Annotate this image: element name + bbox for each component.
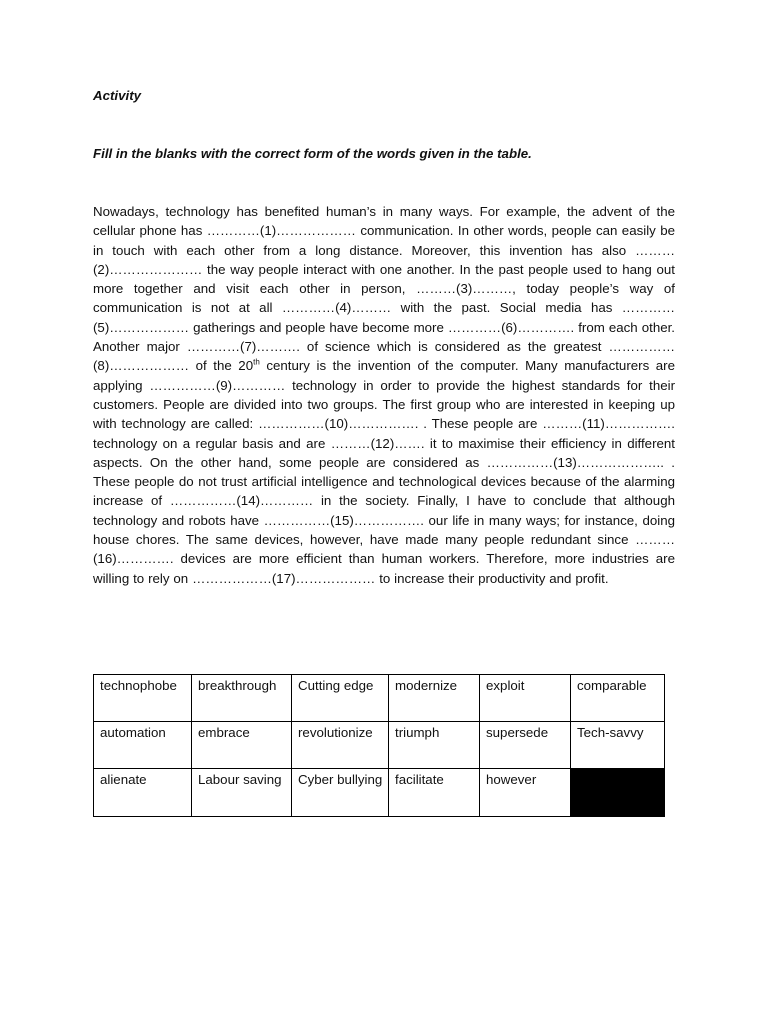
activity-title: Activity — [93, 88, 142, 103]
table-cell: Cyber bullying — [292, 769, 389, 817]
table-row — [94, 769, 665, 817]
table-cell: exploit — [480, 675, 571, 722]
table-cell: automation — [94, 722, 192, 769]
table-cell: embrace — [192, 722, 292, 769]
table-cell: breakthrough — [192, 675, 292, 722]
passage-text — [93, 202, 675, 588]
table-cell: supersede — [480, 722, 571, 769]
table-cell: facilitate — [389, 769, 480, 817]
table-cell: however — [480, 769, 571, 817]
table-cell: technophobe — [94, 675, 192, 722]
passage-part-2: century is the invention of the computer. Many manufacturers are applying ……………(9)………… technology in order to provide the highest standards for their customers. People are divided into two groups. The first group who are interested in keeping up with technology are called: ……………(10)……………. . These people are ………(11)……………. technology on a regular basis and are ………(12)……. it to maximise their efficiency in different aspects. On the other hand, some people are considered as ……………(13)……………….. . These people do not trust artificial intelligence and technological devices because of the alarming increase of ……………(14)………… in the society. Finally, I have to conclude that although technology and robots have ……………(15)……………. our life in many ways; for instance, doing house chores. The same devices, however, have made many people redundant since ………(16)…………. devices are more efficient than human workers. Therefore, more industries are willing to rely on ………………(17)……………… to increase their productivity and profit. — [93, 358, 675, 586]
passage-superscript: th — [253, 357, 260, 367]
word-table — [93, 674, 665, 817]
table-cell: comparable — [571, 675, 665, 722]
table-cell: revolutionize — [292, 722, 389, 769]
table-row — [94, 675, 665, 722]
filled-black-cell — [571, 769, 665, 817]
table-cell: Labour saving — [192, 769, 292, 817]
table-cell: Cutting edge — [292, 675, 389, 722]
table-cell: alienate — [94, 769, 192, 817]
table-row — [94, 722, 665, 769]
table-cell: modernize — [389, 675, 480, 722]
instruction-text: Fill in the blanks with the correct form of the words given in the table. — [93, 146, 532, 161]
table-cell: Tech-savvy — [571, 722, 665, 769]
passage-part-1: Nowadays, technology has benefited human’s in many ways. For example, the advent of the cellular phone has …………(1)……………… communication. In other words, people can easily be in touch with each other from a long distance. Moreover, this invention has also ………(2)………………… the way people interact with one another. In the past people used to hang out more together and visit each other in person, ………(3)………, today people’s way of communication is not at all …………(4)……… with the past. Social media has …………(5)……………… gatherings and people have become more …………(6)…………. from each other. Another major …………(7)………. of science which is considered as the greatest ……………(8)……………… of the 20 — [93, 204, 675, 374]
table-cell: triumph — [389, 722, 480, 769]
